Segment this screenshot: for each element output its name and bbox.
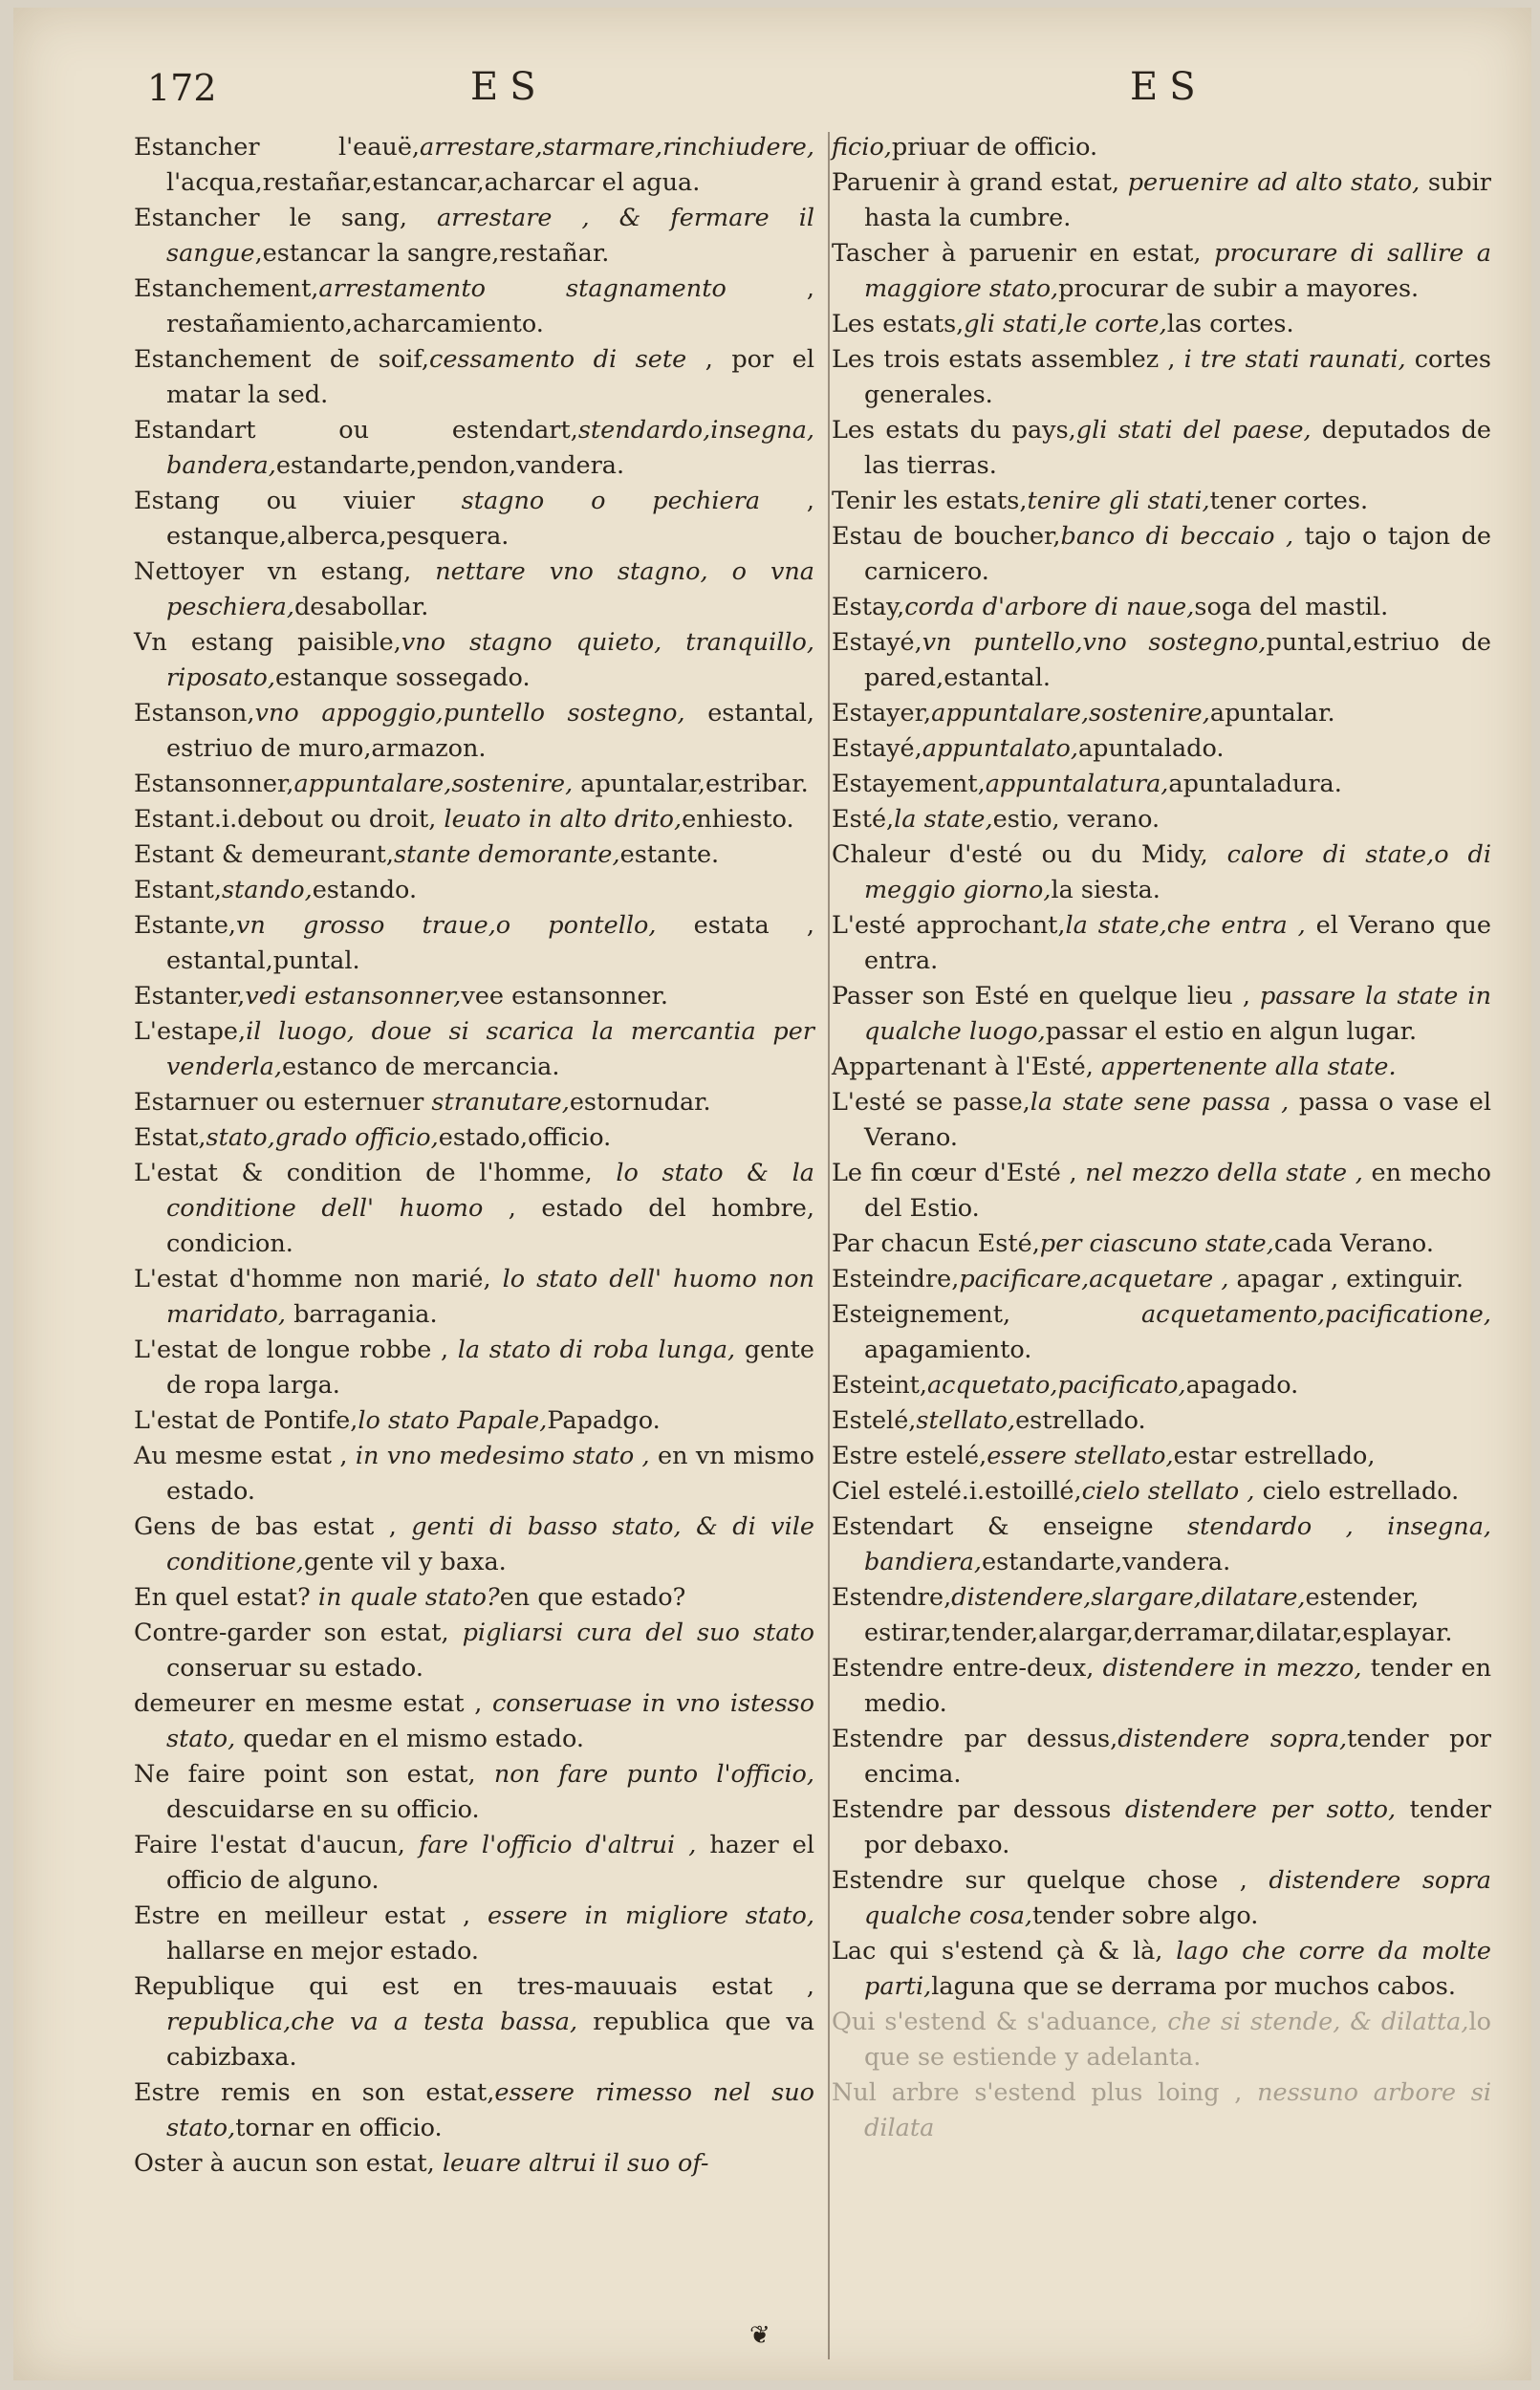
- entry-french: L'estape,: [134, 1017, 247, 1046]
- entry-spanish: apagar , extinguir.: [1228, 1265, 1464, 1293]
- entry-italian: distendere in mezzo,: [1102, 1654, 1362, 1683]
- entry-italian: che si stende, & dilatta,: [1167, 2008, 1469, 2036]
- entry-italian: gli stati del paese,: [1075, 416, 1312, 445]
- entry-french: L'estat de longue robbe ,: [134, 1336, 458, 1364]
- entry-spanish: passar el estio en algun lugar.: [1045, 1017, 1418, 1046]
- entry-french: Nul arbre s'estend plus loing ,: [832, 2078, 1258, 2107]
- entry-french: Estendart & enseigne: [832, 1512, 1188, 1541]
- running-head-right: ES: [1130, 65, 1207, 109]
- entry-spanish: conseruar su estado.: [166, 1654, 423, 1683]
- dictionary-entry: [832, 1651, 1491, 1722]
- entry-french: L'estat d'homme non marié,: [134, 1265, 503, 1293]
- entry-spanish: , estado del hombre, condicion.: [166, 1194, 814, 1258]
- page-number: 172: [147, 67, 217, 109]
- entry-italian: acquetato,pacificato,: [926, 1371, 1186, 1400]
- entry-italian: cielo stellato ,: [1081, 1477, 1255, 1506]
- entry-italian: distendere sopra qualche cosa,: [864, 1866, 1491, 1930]
- entry-spanish: , restañamiento,acharcamiento.: [166, 274, 814, 338]
- entry-spanish: cielo estrellado.: [1254, 1477, 1460, 1506]
- entry-spanish: passa o vase el Verano.: [864, 1088, 1491, 1152]
- entry-italian: corda d'arbore di naue,: [904, 593, 1195, 621]
- dictionary-entry: [134, 873, 814, 908]
- entry-french: Estanter,: [134, 982, 246, 1010]
- dictionary-entry: [832, 2075, 1491, 2146]
- dictionary-entry: [832, 767, 1491, 802]
- entry-french: Estay,: [832, 593, 905, 621]
- entry-italian: distendere sopra,: [1117, 1725, 1348, 1753]
- entry-french: Appartenant à l'Esté,: [832, 1053, 1101, 1081]
- dictionary-entry: [134, 413, 814, 484]
- entry-italian: distendere per sotto,: [1124, 1795, 1397, 1824]
- entry-spanish: desabollar.: [293, 593, 429, 621]
- entry-italian: acquetamento,pacificatione,: [1140, 1300, 1491, 1329]
- entry-spanish: deputados de las tierras.: [864, 416, 1491, 480]
- entry-french: Estandart ou estendart,: [134, 416, 578, 445]
- entry-spanish: cada Verano.: [1273, 1229, 1434, 1258]
- entry-spanish: estante.: [619, 840, 720, 869]
- entry-french: Oster à aucun son estat,: [134, 2149, 443, 2178]
- dictionary-entry: [832, 484, 1491, 519]
- dictionary-entry: [134, 1969, 814, 2075]
- entry-french: Estendre sur quelque chose ,: [832, 1866, 1269, 1895]
- dictionary-entry: [832, 1439, 1491, 1474]
- entry-french: Estre en meilleur estat ,: [134, 1901, 488, 1930]
- entry-french: Tenir les estats,: [832, 487, 1028, 515]
- entry-spanish: gente de ropa larga.: [166, 1336, 814, 1400]
- entry-italian: appuntalato,: [922, 734, 1078, 763]
- entry-french: Paruenir à grand estat,: [832, 168, 1128, 197]
- entry-italian: lo stato Papale,: [358, 1406, 548, 1435]
- entry-italian: nessuno arbore si dilata: [864, 2078, 1491, 2142]
- entry-french: Estau de boucher,: [832, 522, 1061, 551]
- entry-french: Passer son Esté en quelque lieu ,: [832, 982, 1260, 1010]
- dictionary-entry: [832, 1156, 1491, 1227]
- dictionary-entry: [832, 130, 1491, 165]
- entry-french: Faire l'estat d'aucun,: [134, 1831, 419, 1859]
- dictionary-entry: [832, 1403, 1491, 1439]
- entry-french: Contre-garder son estat,: [134, 1619, 463, 1647]
- dictionary-entry: [134, 342, 814, 413]
- entry-french: Les estats du pays,: [832, 416, 1076, 445]
- entry-italian: cessamento di sete: [429, 345, 687, 374]
- dictionary-entry: [832, 979, 1491, 1050]
- entry-italian: la stato di roba lunga,: [457, 1336, 736, 1364]
- entry-spanish: puntal,estriuo de pared,estantal.: [864, 628, 1491, 692]
- dictionary-entry: [832, 590, 1491, 625]
- dictionary-entry: [134, 2075, 814, 2146]
- entry-french: Estanson,: [134, 699, 255, 728]
- right-column: [832, 130, 1491, 2146]
- entry-french: Estang ou viuier: [134, 487, 462, 515]
- entry-spanish: l'acqua,restañar,estancar,acharcar el agua.: [166, 168, 701, 197]
- dictionary-entry: [832, 1262, 1491, 1297]
- dictionary-entry: [832, 236, 1491, 307]
- entry-french: Esteindre,: [832, 1265, 960, 1293]
- entry-spanish: procurar de subir a mayores.: [1058, 274, 1420, 303]
- entry-french: Estanchement,: [134, 274, 319, 303]
- entry-french: Esté,: [832, 805, 895, 834]
- dictionary-entry: [134, 1262, 814, 1333]
- dictionary-entry: [134, 767, 814, 802]
- entry-french: Esteint,: [832, 1371, 927, 1400]
- entry-french: Tascher à paruenir en estat,: [832, 239, 1215, 268]
- dictionary-entry: [134, 1757, 814, 1828]
- entry-italian: per ciascuno state,: [1039, 1229, 1274, 1258]
- entry-spanish: enhiesto.: [682, 805, 794, 834]
- dictionary-entry: [134, 696, 814, 767]
- dictionary-entry: [832, 1863, 1491, 1934]
- entry-french: Estancher l'eauë,: [134, 133, 421, 162]
- dictionary-entry: [134, 1156, 814, 1262]
- entry-french: Estat,: [134, 1123, 206, 1152]
- entry-italian: il luogo, doue si scarica la mercantia per venderla,: [166, 1017, 814, 1081]
- entry-french: En quel estat?: [134, 1583, 318, 1612]
- entry-italian: pigliarsi cura del suo stato: [462, 1619, 814, 1647]
- entry-spanish: en que estado?: [499, 1583, 686, 1612]
- entry-italian: appuntalatura,: [985, 770, 1169, 798]
- dictionary-entry: [134, 554, 814, 625]
- entry-spanish: estanco de mercancia.: [282, 1053, 560, 1081]
- entry-italian: stellato,: [916, 1406, 1016, 1435]
- entry-spanish: hallarse en mejor estado.: [166, 1937, 480, 1966]
- entry-french: Estayement,: [832, 770, 986, 798]
- entry-spanish: ,estancar la sangre,restañar.: [254, 239, 610, 268]
- entry-french: L'esté approchant,: [832, 911, 1066, 940]
- entry-italian: vedi estansonner,: [245, 982, 462, 1010]
- entry-spanish: tender sobre algo.: [1032, 1901, 1259, 1930]
- entry-italian: la state sene passa ,: [1030, 1088, 1290, 1117]
- entry-spanish: soga del mastil.: [1194, 593, 1389, 621]
- entry-spanish: estata , estantal,puntal.: [166, 911, 814, 975]
- entry-italian: in vno medesimo stato ,: [355, 1442, 650, 1470]
- entry-french: Estayé,: [832, 734, 922, 763]
- entry-spanish: apuntalar,estribar.: [573, 770, 809, 798]
- entry-italian: stranutare,: [431, 1088, 570, 1117]
- entry-italian: banco di beccaio ,: [1060, 522, 1294, 551]
- entry-french: Le fin cœur d'Esté ,: [832, 1159, 1086, 1187]
- dictionary-entry: [832, 625, 1491, 696]
- entry-spanish: tener cortes.: [1209, 487, 1369, 515]
- entry-french: Estayer,: [832, 699, 932, 728]
- entry-italian: stando,: [221, 876, 313, 904]
- entry-spanish: tender por debaxo.: [864, 1795, 1491, 1859]
- entry-french: Ciel estelé.i.estoillé,: [832, 1477, 1082, 1506]
- dictionary-entry: [832, 165, 1491, 236]
- entry-spanish: apuntalado.: [1077, 734, 1225, 763]
- entry-french: Par chacun Esté,: [832, 1229, 1040, 1258]
- dictionary-entry: [134, 1580, 814, 1616]
- entry-spanish: barragania.: [285, 1300, 438, 1329]
- dictionary-entry: [832, 731, 1491, 767]
- entry-french: Estarnuer ou esternuer: [134, 1088, 432, 1117]
- entry-spanish: estar estrellado,: [1173, 1442, 1376, 1470]
- dictionary-entry: [134, 625, 814, 696]
- entry-italian: appuntalare,sostenire,: [293, 770, 574, 798]
- entry-french: Estayé,: [832, 628, 922, 657]
- entry-french: Estendre entre-deux,: [832, 1654, 1103, 1683]
- entry-french: Nettoyer vn estang,: [134, 557, 436, 586]
- dictionary-entry: [134, 1403, 814, 1439]
- entry-italian: in quale stato?: [317, 1583, 500, 1612]
- entry-italian: non fare punto l'officio,: [493, 1760, 814, 1789]
- entry-italian: stato,grado officio,: [206, 1123, 439, 1152]
- entry-spanish: estrellado.: [1015, 1406, 1146, 1435]
- dictionary-entry: [832, 1934, 1491, 2005]
- entry-italian: vn puntello,vno sostegno,: [922, 628, 1267, 657]
- entry-spanish: cortes generales.: [864, 345, 1492, 409]
- dictionary-entry: [134, 2146, 814, 2182]
- entry-spanish: gente vil y baxa.: [303, 1548, 507, 1576]
- entry-italian: nettare vno stagno, o vna peschiera,: [166, 557, 815, 621]
- entry-french: Esteignement,: [832, 1300, 1141, 1329]
- dictionary-entry: [832, 342, 1491, 413]
- entry-italian: leuare altrui il suo of-: [442, 2149, 709, 2178]
- entry-french: Estant.i.debout ou droit,: [134, 805, 445, 834]
- entry-italian: ficio,: [832, 133, 892, 162]
- dictionary-entry: [832, 2005, 1491, 2075]
- entry-italian: appuntalare,sostenire,: [931, 699, 1210, 728]
- entry-spanish: subir hasta la cumbre.: [864, 168, 1491, 232]
- dictionary-entry: [134, 1120, 814, 1156]
- entry-spanish: apuntaladura.: [1168, 770, 1342, 798]
- entry-italian: la state,: [894, 805, 993, 834]
- entry-spanish: Papadgo.: [547, 1406, 661, 1435]
- dictionary-entry: [832, 1722, 1491, 1792]
- entry-spanish: estornudar.: [569, 1088, 711, 1117]
- entry-spanish: estandarte,pendon,vandera.: [275, 451, 625, 480]
- entry-italian: stendardo,insegna, bandera,: [166, 416, 814, 480]
- dictionary-entry: [134, 979, 814, 1014]
- entry-italian: appertenente alla state.: [1100, 1053, 1397, 1081]
- entry-spanish: estado,officio.: [438, 1123, 612, 1152]
- dictionary-entry: [134, 1616, 814, 1686]
- entry-spanish: estando.: [312, 876, 418, 904]
- entry-italian: nel mezzo della state ,: [1085, 1159, 1363, 1187]
- entry-spanish: el Verano que entra.: [864, 911, 1491, 975]
- column-divider: [828, 132, 830, 2359]
- entry-spanish: tender en medio.: [864, 1654, 1491, 1718]
- dictionary-entry: [134, 1828, 814, 1899]
- entry-italian: republica,che va a testa bassa,: [166, 2008, 578, 2036]
- dictionary-entry: [832, 1474, 1491, 1510]
- dictionary-entry: [134, 1333, 814, 1403]
- entry-italian: arrestare , & fermare il sangue: [166, 204, 815, 268]
- entry-french: Estendre par dessus,: [832, 1725, 1118, 1753]
- dictionary-entry: [832, 1510, 1491, 1580]
- entry-spanish: tajo o tajon de carnicero.: [864, 522, 1492, 586]
- entry-french: Estanchement de soif,: [134, 345, 430, 374]
- entry-spanish: priuar de officio.: [891, 133, 1098, 162]
- entry-spanish: lo que se estiende y adelanta.: [864, 2008, 1491, 2072]
- entry-french: Estant,: [134, 876, 222, 904]
- entry-french: Les trois estats assemblez ,: [832, 345, 1184, 374]
- entry-italian: essere stellato,: [987, 1442, 1174, 1470]
- entry-spanish: , estanque,alberca,pesquera.: [166, 487, 814, 551]
- entry-italian: fare l'officio d'altrui ,: [418, 1831, 697, 1859]
- entry-spanish: la siesta.: [1051, 876, 1160, 904]
- dictionary-entry: [832, 307, 1491, 342]
- entry-italian: vn grosso traue,o pontello,: [236, 911, 657, 940]
- entry-italian: stendardo , insegna, bandiera,: [864, 1512, 1491, 1576]
- entry-italian: pacificare,acquetare ,: [959, 1265, 1229, 1293]
- entry-italian: arrestare,starmare,rinchiudere,: [420, 133, 814, 162]
- dictionary-entry: [832, 696, 1491, 731]
- footer-mark: ❦: [749, 2321, 770, 2350]
- entry-french: Estancher le sang,: [134, 204, 437, 232]
- entry-italian: lago che corre da molte parti,: [864, 1937, 1491, 2001]
- entry-spanish: estender, estirar,tender,alargar,derramar,dilatar,esplayar.: [864, 1583, 1453, 1647]
- entry-french: L'estat & condition de l'homme,: [134, 1159, 617, 1187]
- entry-italian: la state,che entra ,: [1065, 911, 1306, 940]
- entry-italian: i tre stati raunati,: [1183, 345, 1406, 374]
- entry-spanish: apagamiento.: [864, 1336, 1032, 1364]
- dictionary-entry: [134, 908, 814, 979]
- dictionary-entry: [832, 802, 1491, 837]
- dictionary-entry: [134, 484, 814, 554]
- dictionary-page: [13, 8, 1531, 2380]
- entry-spanish: hazer el officio de alguno.: [166, 1831, 814, 1895]
- dictionary-entry: [832, 908, 1491, 979]
- entry-spanish: estandarte,vandera.: [982, 1548, 1231, 1576]
- entry-french: Au mesme estat ,: [134, 1442, 356, 1470]
- dictionary-entry: [134, 1899, 814, 1969]
- dictionary-entry: [832, 1580, 1491, 1651]
- entry-italian: leuato in alto drito,: [444, 805, 683, 834]
- entry-spanish: apuntalar.: [1209, 699, 1335, 728]
- entry-french: Ne faire point son estat,: [134, 1760, 494, 1789]
- entry-italian: arrestamento stagnamento: [318, 274, 727, 303]
- dictionary-entry: [134, 1085, 814, 1120]
- entry-french: L'esté se passe,: [832, 1088, 1030, 1117]
- entry-spanish: quedar en el mismo estado.: [235, 1725, 585, 1753]
- dictionary-entry: [134, 1014, 814, 1085]
- page-header: [13, 65, 1531, 122]
- entry-italian: stagno o pechiera: [461, 487, 761, 515]
- entry-spanish: , por el matar la sed.: [166, 345, 815, 409]
- dictionary-entry: [832, 1792, 1491, 1863]
- entry-french: Gens de bas estat ,: [134, 1512, 412, 1541]
- entry-italian: lo stato & la conditione dell' huomo: [166, 1159, 814, 1223]
- entry-italian: procurare di sallire a maggiore stato,: [864, 239, 1492, 303]
- entry-italian: distendere,slargare,dilatare,: [951, 1583, 1306, 1612]
- entry-spanish: tornar en officio.: [235, 2114, 443, 2142]
- entry-french: Estant & demeurant,: [134, 840, 395, 869]
- entry-italian: peruenire ad alto stato,: [1127, 168, 1421, 197]
- entry-italian: vno stagno quieto, tranquillo, riposato,: [166, 628, 814, 692]
- dictionary-entry: [832, 1368, 1491, 1403]
- entry-french: Vn estang paisible,: [134, 628, 401, 657]
- dictionary-entry: [832, 1085, 1491, 1156]
- entry-spanish: en mecho del Estio.: [864, 1159, 1491, 1223]
- dictionary-entry: [134, 1686, 814, 1757]
- entry-french: Estansonner,: [134, 770, 294, 798]
- entry-italian: calore di state,o di meggio giorno,: [864, 840, 1491, 904]
- entry-french: Estendre par dessous: [832, 1795, 1125, 1824]
- entry-italian: vno appoggio,puntello sostegno,: [254, 699, 685, 728]
- dictionary-entry: [832, 1227, 1491, 1262]
- dictionary-entry: [832, 1297, 1491, 1368]
- entry-italian: lo stato dell' huomo non maridato,: [166, 1265, 814, 1329]
- entry-french: Republique qui est en tres-mauuais estat ,: [134, 1972, 814, 2001]
- dictionary-entry: [134, 201, 814, 272]
- entry-spanish: republica que va cabizbaxa.: [166, 2008, 814, 2072]
- entry-french: Les estats,: [832, 310, 965, 338]
- entry-french: Estre estelé,: [832, 1442, 987, 1470]
- dictionary-entry: [832, 413, 1491, 484]
- entry-french: Qui s'estend & s'aduance,: [832, 2008, 1168, 2036]
- entry-italian: essere rimesso nel suo stato,: [166, 2078, 814, 2142]
- entry-italian: tenire gli stati,: [1027, 487, 1210, 515]
- entry-french: Estendre,: [832, 1583, 952, 1612]
- entry-french: Lac qui s'estend çà & là,: [832, 1937, 1177, 1966]
- left-column: [134, 130, 814, 2182]
- dictionary-entry: [134, 1439, 814, 1510]
- entry-italian: gli stati,le corte,: [964, 310, 1167, 338]
- entry-french: Estre remis en son estat,: [134, 2078, 495, 2107]
- dictionary-entry: [134, 272, 814, 342]
- entry-spanish: apagado.: [1185, 1371, 1299, 1400]
- entry-french: L'estat de Pontife,: [134, 1406, 358, 1435]
- entry-italian: stante demorante,: [394, 840, 620, 869]
- running-head-left: ES: [470, 65, 548, 109]
- entry-italian: essere in migliore stato,: [488, 1901, 815, 1930]
- dictionary-entry: [134, 1510, 814, 1580]
- dictionary-entry: [832, 837, 1491, 908]
- entry-french: Estante,: [134, 911, 237, 940]
- dictionary-entry: [134, 837, 814, 873]
- dictionary-entry: [134, 802, 814, 837]
- dictionary-entry: [134, 130, 814, 201]
- entry-spanish: laguna que se derrama por muchos cabos.: [931, 1972, 1456, 2001]
- dictionary-entry: [832, 1050, 1491, 1085]
- entry-spanish: estantal, estriuo de muro,armazon.: [166, 699, 814, 763]
- entry-spanish: estanque sossegado.: [275, 663, 531, 692]
- entry-spanish: las cortes.: [1166, 310, 1294, 338]
- entry-spanish: descuidarse en su officio.: [166, 1795, 480, 1824]
- entry-french: demeurer en mesme estat ,: [134, 1689, 492, 1718]
- entry-italian: conseruase in vno istesso stato,: [166, 1689, 814, 1753]
- entry-spanish: tender por encima.: [864, 1725, 1491, 1789]
- entry-spanish: en vn mismo estado.: [166, 1442, 814, 1506]
- entry-french: Chaleur d'esté ou du Midy,: [832, 840, 1227, 869]
- entry-spanish: estio, verano.: [992, 805, 1160, 834]
- entry-spanish: vee estansonner.: [461, 982, 669, 1010]
- entry-italian: passare la state in qualche luogo,: [864, 982, 1491, 1046]
- entry-italian: genti di basso stato, & di vile conditione,: [166, 1512, 814, 1576]
- dictionary-entry: [832, 519, 1491, 590]
- entry-french: Estelé,: [832, 1406, 917, 1435]
